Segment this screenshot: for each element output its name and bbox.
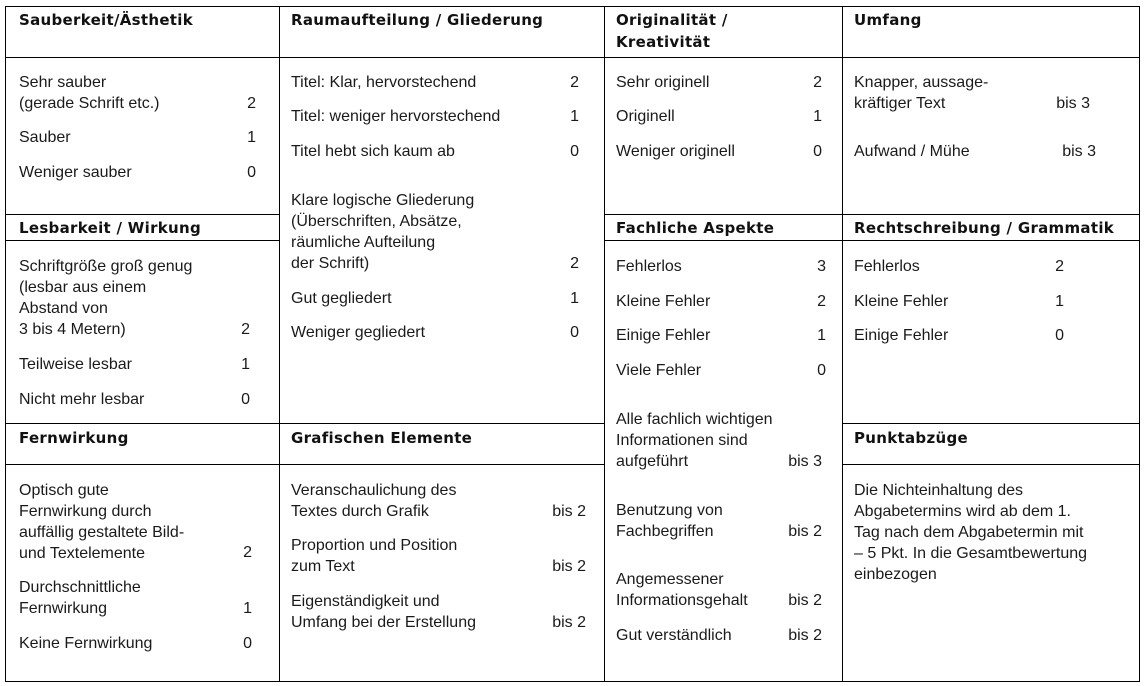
list-item: [19, 633, 152, 654]
list-item: [19, 389, 144, 410]
item-score: 0: [817, 362, 826, 379]
list-item: [854, 325, 948, 346]
item-label: Einige Fehler: [616, 327, 711, 344]
item-label: Fehlerlos: [854, 258, 920, 275]
list-item: [854, 141, 970, 162]
item-label: Proportion und Position zum Text: [291, 537, 458, 575]
item-score: 2: [247, 95, 256, 112]
item-label: Angemessener Informationsgehalt: [616, 571, 748, 609]
item-score: 2: [241, 321, 250, 338]
list-item: [19, 354, 132, 375]
grid-line-hdr1: [5, 57, 1140, 58]
deduction-paragraph: Die Nichteinhaltung des Abgabetermins wird ab dem 1. Tag nach dem Abgabetermin mit – 5 Pkt. In die Gesamtbewertung einbezogen: [854, 482, 1088, 583]
section-header-umfang: Umfang: [854, 11, 922, 29]
item-label: Viele Fehler: [616, 362, 702, 379]
list-item: [616, 500, 723, 542]
item-score: 0: [570, 324, 579, 341]
list-item: [616, 72, 709, 93]
item-score: bis 2: [788, 523, 822, 540]
item-label: Gut verständlich: [616, 627, 732, 644]
item-label: Einige Fehler: [854, 327, 949, 344]
item-label: Originell: [616, 108, 675, 125]
grid-line-bottom: [5, 681, 1140, 682]
item-label: Kleine Fehler: [616, 293, 711, 310]
list-item: [616, 106, 675, 127]
grid-line-col2: [279, 6, 280, 682]
grid-line-top: [5, 6, 1140, 7]
item-score: 0: [243, 635, 252, 652]
list-item: [616, 291, 710, 312]
item-score: 3: [817, 258, 826, 275]
item-label: Teilweise lesbar: [19, 356, 132, 373]
list-item: [291, 141, 455, 162]
item-label: Klare logische Gliederung (Überschriften, Absätze, räumliche Aufteilung der Schrift): [291, 192, 475, 272]
section-header-lesbarkeit: Lesbarkeit / Wirkung: [19, 219, 202, 237]
item-score: 2: [570, 255, 579, 272]
grid-line-row3-top-b: [842, 423, 1140, 424]
item-label: Nicht mehr lesbar: [19, 391, 145, 408]
list-item: [291, 322, 425, 343]
section-header-raumaufteilung: Raumaufteilung / Gliederung: [291, 11, 544, 29]
grid-line-row2-hdr-b: [604, 240, 1140, 241]
section-header-rechtschreibung: Rechtschreibung / Grammatik: [854, 219, 1115, 237]
item-score: 1: [813, 108, 822, 125]
grid-line-row3-top-a: [5, 423, 605, 424]
item-label: Sehr sauber (gerade Schrift etc.): [19, 74, 160, 112]
item-score: 0: [813, 143, 822, 160]
list-item: [291, 480, 456, 522]
list-item: [616, 325, 710, 346]
list-item: [19, 480, 184, 564]
item-score: 2: [813, 74, 822, 91]
item-score: 2: [817, 293, 826, 310]
list-item: [616, 360, 701, 381]
item-label: Sehr originell: [616, 74, 710, 91]
item-score: bis 3: [1062, 143, 1096, 160]
grid-line-row2-hdr-a: [5, 240, 280, 241]
item-label: Knapper, aussage- kräftiger Text: [854, 74, 989, 112]
item-label: Titel: Klar, hervorstechend: [291, 74, 477, 91]
list-item: [616, 409, 773, 472]
item-label: Titel: weniger hervorstechend: [291, 108, 501, 125]
item-score: 1: [570, 290, 579, 307]
item-label: Weniger gegliedert: [291, 324, 426, 341]
item-score: 2: [1055, 258, 1064, 275]
item-score: 0: [1055, 327, 1064, 344]
grid-line-right: [1139, 6, 1140, 682]
list-item: [19, 162, 132, 183]
list-item: [291, 288, 392, 309]
item-score: 1: [817, 327, 826, 344]
item-label: Veranschaulichung des Textes durch Grafik: [291, 482, 457, 520]
grid-line-col3: [604, 6, 605, 682]
section-header-punktabzuege: Punktabzüge: [854, 429, 968, 447]
item-label: Kleine Fehler: [854, 293, 949, 310]
item-score: 2: [243, 544, 252, 561]
grid-line-row3-hdr-b: [842, 464, 1140, 465]
item-score: bis 3: [788, 453, 822, 470]
item-score: 0: [241, 391, 250, 408]
list-item: [616, 625, 732, 646]
item-label: Titel hebt sich kaum ab: [291, 143, 455, 160]
item-score: bis 2: [552, 614, 586, 631]
list-item: [291, 535, 457, 577]
section-header-originalitaet: Originalität / Kreativität: [616, 11, 728, 51]
item-label: Gut gegliedert: [291, 290, 392, 307]
section-header-sauberkeit: Sauberkeit/Ästhetik: [19, 11, 193, 29]
list-item: [291, 72, 476, 93]
item-score: bis 2: [788, 592, 822, 609]
item-score: 1: [570, 108, 579, 125]
item-score: 0: [247, 164, 256, 181]
list-item: [616, 569, 748, 611]
section-header-grafische-elemente: Grafischen Elemente: [291, 429, 473, 447]
list-item: [19, 577, 141, 619]
item-score: bis 3: [1056, 95, 1090, 112]
item-score: bis 2: [552, 558, 586, 575]
item-score: 1: [241, 356, 250, 373]
item-score: 1: [247, 129, 256, 146]
grid-line-row2-top-b: [604, 214, 1140, 215]
item-label: Eigenständigkeit und Umfang bei der Erstellung: [291, 593, 476, 631]
item-label: Weniger sauber: [19, 164, 132, 181]
item-score: 1: [243, 600, 252, 617]
list-item: [854, 291, 948, 312]
grid-line-col4: [842, 6, 843, 682]
list-item: [854, 72, 988, 114]
list-item: [19, 127, 71, 148]
item-label: Fehlerlos: [616, 258, 682, 275]
grid-line-row3-hdr-a: [5, 464, 605, 465]
item-label: Optisch gute Fernwirkung durch auffällig gestaltete Bild- und Textelemente: [19, 482, 185, 562]
item-label: Sauber: [19, 129, 71, 146]
list-item: [854, 256, 920, 277]
item-label: Alle fachlich wichtigen Informationen sind aufgeführt: [616, 411, 773, 470]
list-item: [291, 190, 474, 274]
list-item: [291, 591, 476, 633]
item-score: bis 2: [552, 503, 586, 520]
item-label: Durchschnittliche Fernwirkung: [19, 579, 141, 617]
item-label: Benutzung von Fachbegriffen: [616, 502, 723, 540]
grid-line-row2-top-a: [5, 214, 280, 215]
item-label: Schriftgröße groß genug (lesbar aus einem Abstand von 3 bis 4 Metern): [19, 258, 193, 338]
item-label: Aufwand / Mühe: [854, 143, 970, 160]
list-item: [291, 106, 500, 127]
list-item: [616, 141, 735, 162]
item-score: 1: [1055, 293, 1064, 310]
list-item: [19, 256, 192, 340]
item-label: Keine Fernwirkung: [19, 635, 153, 652]
item-score: bis 2: [788, 627, 822, 644]
item-score: 0: [570, 143, 579, 160]
grid-line-left: [5, 6, 6, 682]
list-item: [616, 256, 682, 277]
section-header-fernwirkung: Fernwirkung: [19, 429, 129, 447]
section-header-fachliche-aspekte: Fachliche Aspekte: [616, 219, 775, 237]
item-label: Weniger originell: [616, 143, 735, 160]
item-score: 2: [570, 74, 579, 91]
